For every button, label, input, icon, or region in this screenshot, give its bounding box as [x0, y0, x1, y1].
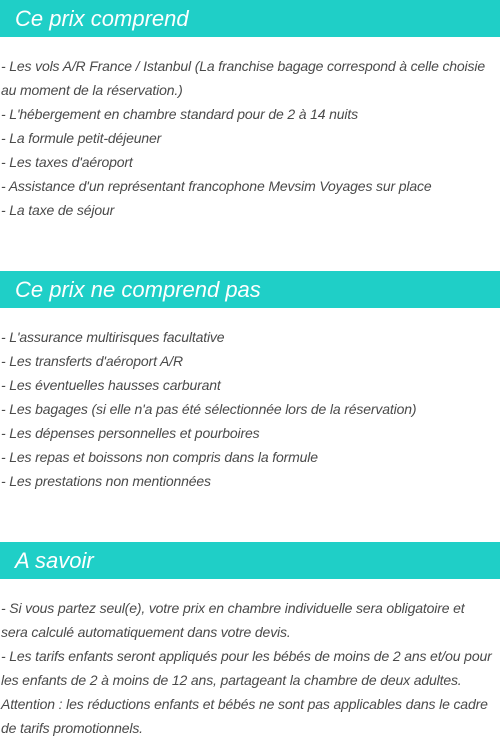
included-list [0, 54, 500, 222]
list-item: - Les vols A/R France / Istanbul (La franchise bagage correspond à celle choisie [1, 58, 485, 74]
list-item: - Les transferts d'aéroport A/R [1, 353, 183, 369]
paragraph-line: sera calculé automatiquement dans votre devis. [1, 624, 291, 640]
list-item: au moment de la réservation.) [1, 82, 183, 98]
list-item: - Assistance d'un représentant francophone Mevsim Voyages sur place [1, 178, 432, 194]
paragraph-line: Attention : les réductions enfants et bébés ne sont pas applicables dans le cadre [1, 696, 488, 712]
list-item: - Les bagages (si elle n'a pas été sélectionnée lors de la réservation) [1, 401, 417, 417]
list-item: - Les prestations non mentionnées [1, 473, 211, 489]
list-item: - L'assurance multirisques facultative [1, 329, 225, 345]
paragraph-line: de tarifs promotionnels. [1, 720, 143, 736]
list-item: - Les dépenses personnelles et pourboires [1, 425, 260, 441]
list-item: - Les éventuelles hausses carburant [1, 377, 221, 393]
section-not-included [0, 271, 500, 493]
good-to-know-text [0, 596, 500, 740]
list-item: - L'hébergement en chambre standard pour de 2 à 14 nuits [1, 106, 358, 122]
paragraph-line: - Si vous partez seul(e), votre prix en chambre individuelle sera obligatoire et [1, 600, 465, 616]
section-good-to-know [0, 542, 500, 740]
paragraph-line: les enfants de 2 à moins de 12 ans, partageant la chambre de deux adultes. [1, 672, 462, 688]
list-item: - La formule petit-déjeuner [1, 130, 162, 146]
list-item: - Les repas et boissons non compris dans la formule [1, 449, 318, 465]
section-banner-good-to-know [0, 542, 500, 579]
list-item: - Les taxes d'aéroport [1, 154, 133, 170]
section-title-not-included: Ce prix ne comprend pas [15, 277, 261, 302]
section-banner-included [0, 0, 500, 37]
not-included-list [0, 325, 500, 493]
list-item: - La taxe de séjour [1, 202, 115, 218]
section-title-included: Ce prix comprend [15, 6, 189, 31]
paragraph-line: - Les tarifs enfants seront appliqués pour les bébés de moins de 2 ans et/ou pour [1, 648, 492, 664]
section-banner-not-included [0, 271, 500, 308]
section-included [0, 0, 500, 222]
section-title-good-to-know: A savoir [15, 548, 94, 573]
